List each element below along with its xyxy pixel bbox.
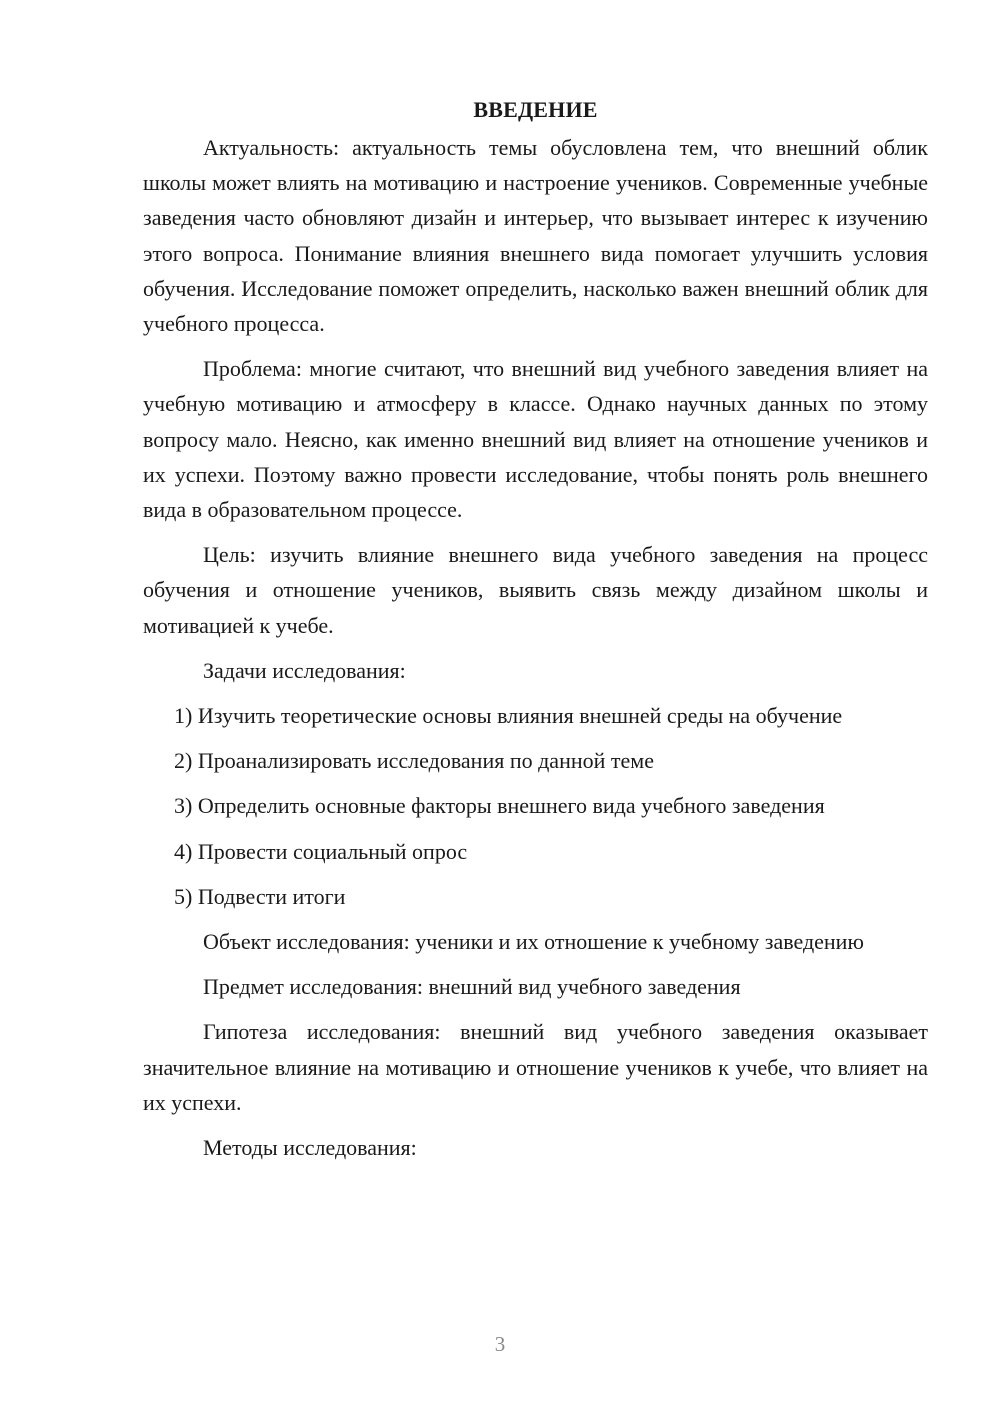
hypothesis-paragraph: Гипотеза исследования: внешний вид учебного заведения оказывает значительное влияние на мотивацию и отношение учеников к учебе, что влияет на их успехи. (143, 1019, 928, 1115)
list-item: 3) Определить основные факторы внешнего вида учебного заведения (174, 793, 825, 819)
tasks-list (143, 698, 928, 914)
list-item: 4) Провести социальный опрос (174, 838, 468, 864)
subject-paragraph: Предмет исследования: внешний вид учебного заведения (203, 974, 741, 1000)
object-paragraph: Объект исследования: ученики и их отношение к учебному заведению (203, 929, 864, 955)
page-title: ВВЕДЕНИЕ (473, 97, 598, 122)
list-item: 2) Проанализировать исследования по данной теме (174, 748, 654, 774)
document-page (143, 92, 928, 1175)
goal-paragraph: Цель: изучить влияние внешнего вида учебного заведения на процесс обучения и отношение учеников, выявить связь между дизайном школы и мотивацией к учебе. (143, 542, 928, 638)
relevance-paragraph: Актуальность: актуальность темы обусловлена тем, что внешний облик школы может влиять на мотивацию и настроение учеников. Современные учебные заведения часто обновляют дизайн и интерьер, что вызывает интерес к изучению этого вопроса. Понимание влияния внешнего вида помогает улучшить условия обучения. Исследование поможет определить, насколько важен внешний облик для учебного процесса. (143, 135, 928, 337)
list-item: 1) Изучить теоретические основы влияния внешней среды на обучение (174, 703, 843, 729)
methods-title: Методы исследования: (203, 1135, 417, 1161)
list-item: 5) Подвести итоги (174, 883, 346, 909)
problem-paragraph: Проблема: многие считают, что внешний вид учебного заведения влияет на учебную мотивацию и атмосферу в классе. Однако научных данных по этому вопросу мало. Неясно, как именно внешний вид влияет на отношение учеников и их успехи. Поэтому важно провести исследование, чтобы понять роль внешнего вида в образовательном процессе. (143, 356, 928, 523)
page-number: 3 (494, 1332, 506, 1356)
tasks-title: Задачи исследования: (203, 657, 406, 683)
